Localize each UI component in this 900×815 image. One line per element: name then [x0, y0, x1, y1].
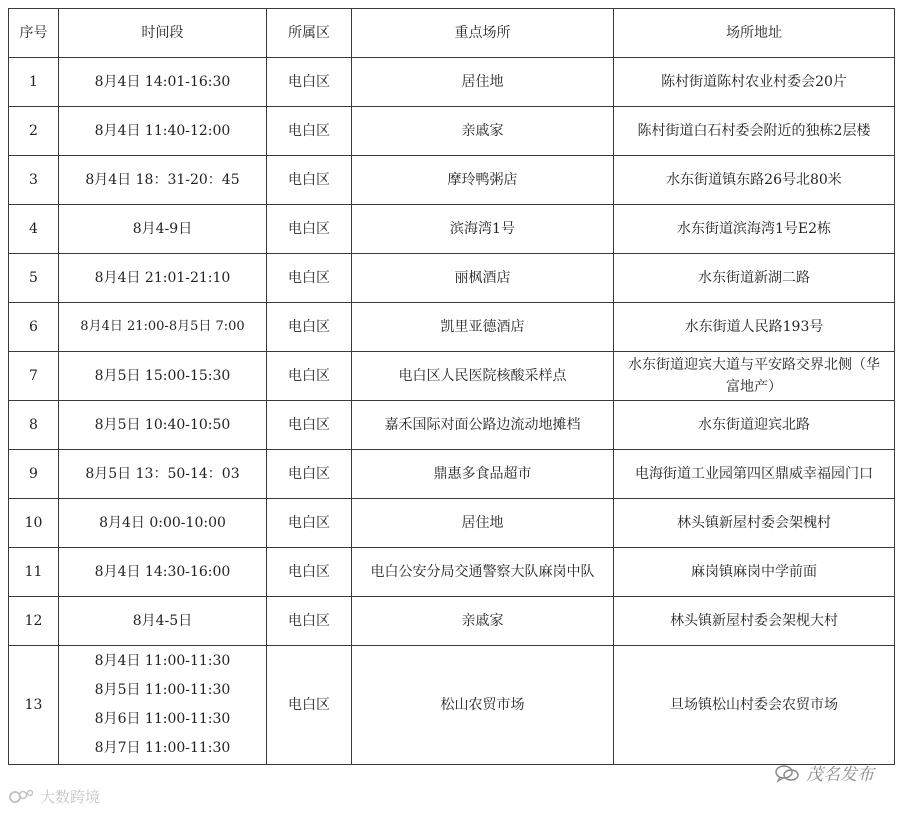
cell-address: 陈村街道陈村农业村委会20片: [614, 58, 895, 107]
cell-place: 摩玲鸭粥店: [352, 156, 614, 205]
time-line: 8月6日 11:00-11:30: [94, 711, 231, 727]
cell-seq: 12: [9, 597, 59, 646]
table-row: [9, 303, 895, 352]
cell-place: 电白区人民医院核酸采样点: [352, 352, 614, 401]
cell-seq: 10: [9, 499, 59, 548]
cell-seq: 4: [9, 205, 59, 254]
cell-place: 居住地: [352, 58, 614, 107]
cell-place: 凯里亚德酒店: [352, 303, 614, 352]
table-row: [9, 548, 895, 597]
cell-address: 水东街道新湖二路: [614, 254, 895, 303]
cell-seq: 7: [9, 352, 59, 401]
cell-address: 林头镇新屋村委会架槐村: [614, 499, 895, 548]
time-line: 8月7日 11:00-11:30: [94, 740, 231, 756]
header-district: 所属区: [267, 9, 352, 58]
address-line: 水东街道迎宾大道与平安路交界北侧（华: [628, 357, 880, 373]
table-row: [9, 401, 895, 450]
brand-logo-icon: [8, 788, 36, 806]
watermark-right-text: 茂名发布: [806, 765, 874, 785]
cell-seq: 1: [9, 58, 59, 107]
cell-address: 麻岗镇麻岗中学前面: [614, 548, 895, 597]
cell-district: 电白区: [267, 499, 352, 548]
cell-place: 滨海湾1号: [352, 205, 614, 254]
cell-district: 电白区: [267, 254, 352, 303]
cell-time-multi: [59, 646, 267, 765]
cell-district: 电白区: [267, 646, 352, 765]
cell-district: 电白区: [267, 303, 352, 352]
table-row: [9, 205, 895, 254]
cell-time: 8月4-9日: [59, 205, 267, 254]
cell-district: 电白区: [267, 597, 352, 646]
cell-address: 旦场镇松山村委会农贸市场: [614, 646, 895, 765]
table-row: [9, 58, 895, 107]
table-header-row: [9, 9, 895, 58]
cell-address: 水东街道镇东路26号北80米: [614, 156, 895, 205]
address-line: 富地产）: [726, 379, 782, 395]
table-row: [9, 352, 895, 401]
cell-address: 电海街道工业园第四区鼎威幸福园门口: [614, 450, 895, 499]
key-places-table: [8, 8, 895, 765]
cell-place: 亲戚家: [352, 597, 614, 646]
cell-place: 松山农贸市场: [352, 646, 614, 765]
time-line: 8月5日 11:00-11:30: [94, 682, 231, 698]
cell-district: 电白区: [267, 548, 352, 597]
cell-address: 林头镇新屋村委会架枧大村: [614, 597, 895, 646]
header-place: 重点场所: [352, 9, 614, 58]
cell-time: 8月4日 14:01-16:30: [59, 58, 267, 107]
cell-district: 电白区: [267, 401, 352, 450]
table-row: [9, 254, 895, 303]
cell-place: 鼎惠多食品超市: [352, 450, 614, 499]
cell-seq: 3: [9, 156, 59, 205]
cell-seq: 6: [9, 303, 59, 352]
cell-time: 8月5日 15:00-15:30: [59, 352, 267, 401]
cell-time: 8月4-5日: [59, 597, 267, 646]
cell-address: 水东街道迎宾北路: [614, 401, 895, 450]
cell-address: 水东街道滨海湾1号E2栋: [614, 205, 895, 254]
watermark-left-text: 大数跨境: [40, 788, 101, 806]
cell-place: 居住地: [352, 499, 614, 548]
cell-district: 电白区: [267, 205, 352, 254]
cell-place: 嘉禾国际对面公路边流动地摊档: [352, 401, 614, 450]
cell-place: 电白公安分局交通警察大队麻岗中队: [352, 548, 614, 597]
cell-time: 8月4日 21:00-8月5日 7:00: [59, 303, 267, 352]
cell-time: 8月5日 10:40-10:50: [59, 401, 267, 450]
cell-place: 丽枫酒店: [352, 254, 614, 303]
cell-time: 8月4日 0:00-10:00: [59, 499, 267, 548]
cell-place: 亲戚家: [352, 107, 614, 156]
table-row: [9, 156, 895, 205]
cell-time: 8月4日 11:40-12:00: [59, 107, 267, 156]
cell-time: 8月5日 13：50-14：03: [59, 450, 267, 499]
table-row: [9, 499, 895, 548]
table-row: [9, 450, 895, 499]
table-row: [9, 107, 895, 156]
wechat-icon: [774, 763, 800, 783]
cell-address: 水东街道人民路193号: [614, 303, 895, 352]
cell-address: 陈村街道白石村委会附近的独栋2层楼: [614, 107, 895, 156]
cell-seq: 2: [9, 107, 59, 156]
cell-time: 8月4日 14:30-16:00: [59, 548, 267, 597]
cell-seq: 11: [9, 548, 59, 597]
cell-time: 8月4日 21:01-21:10: [59, 254, 267, 303]
table-row: [9, 646, 895, 765]
table-row: [9, 597, 895, 646]
cell-district: 电白区: [267, 107, 352, 156]
cell-address: [614, 352, 895, 401]
time-line: 8月4日 11:00-11:30: [94, 653, 231, 669]
cell-time: 8月4日 18：31-20：45: [59, 156, 267, 205]
wechat-watermark: [774, 760, 874, 785]
header-address: 场所地址: [614, 9, 895, 58]
cell-district: 电白区: [267, 58, 352, 107]
cell-seq: 8: [9, 401, 59, 450]
header-seq: 序号: [9, 9, 59, 58]
source-watermark: [8, 786, 100, 807]
cell-district: 电白区: [267, 450, 352, 499]
header-time: 时间段: [59, 9, 267, 58]
cell-seq: 9: [9, 450, 59, 499]
cell-seq: 5: [9, 254, 59, 303]
cell-seq: 13: [9, 646, 59, 765]
cell-district: 电白区: [267, 156, 352, 205]
cell-district: 电白区: [267, 352, 352, 401]
